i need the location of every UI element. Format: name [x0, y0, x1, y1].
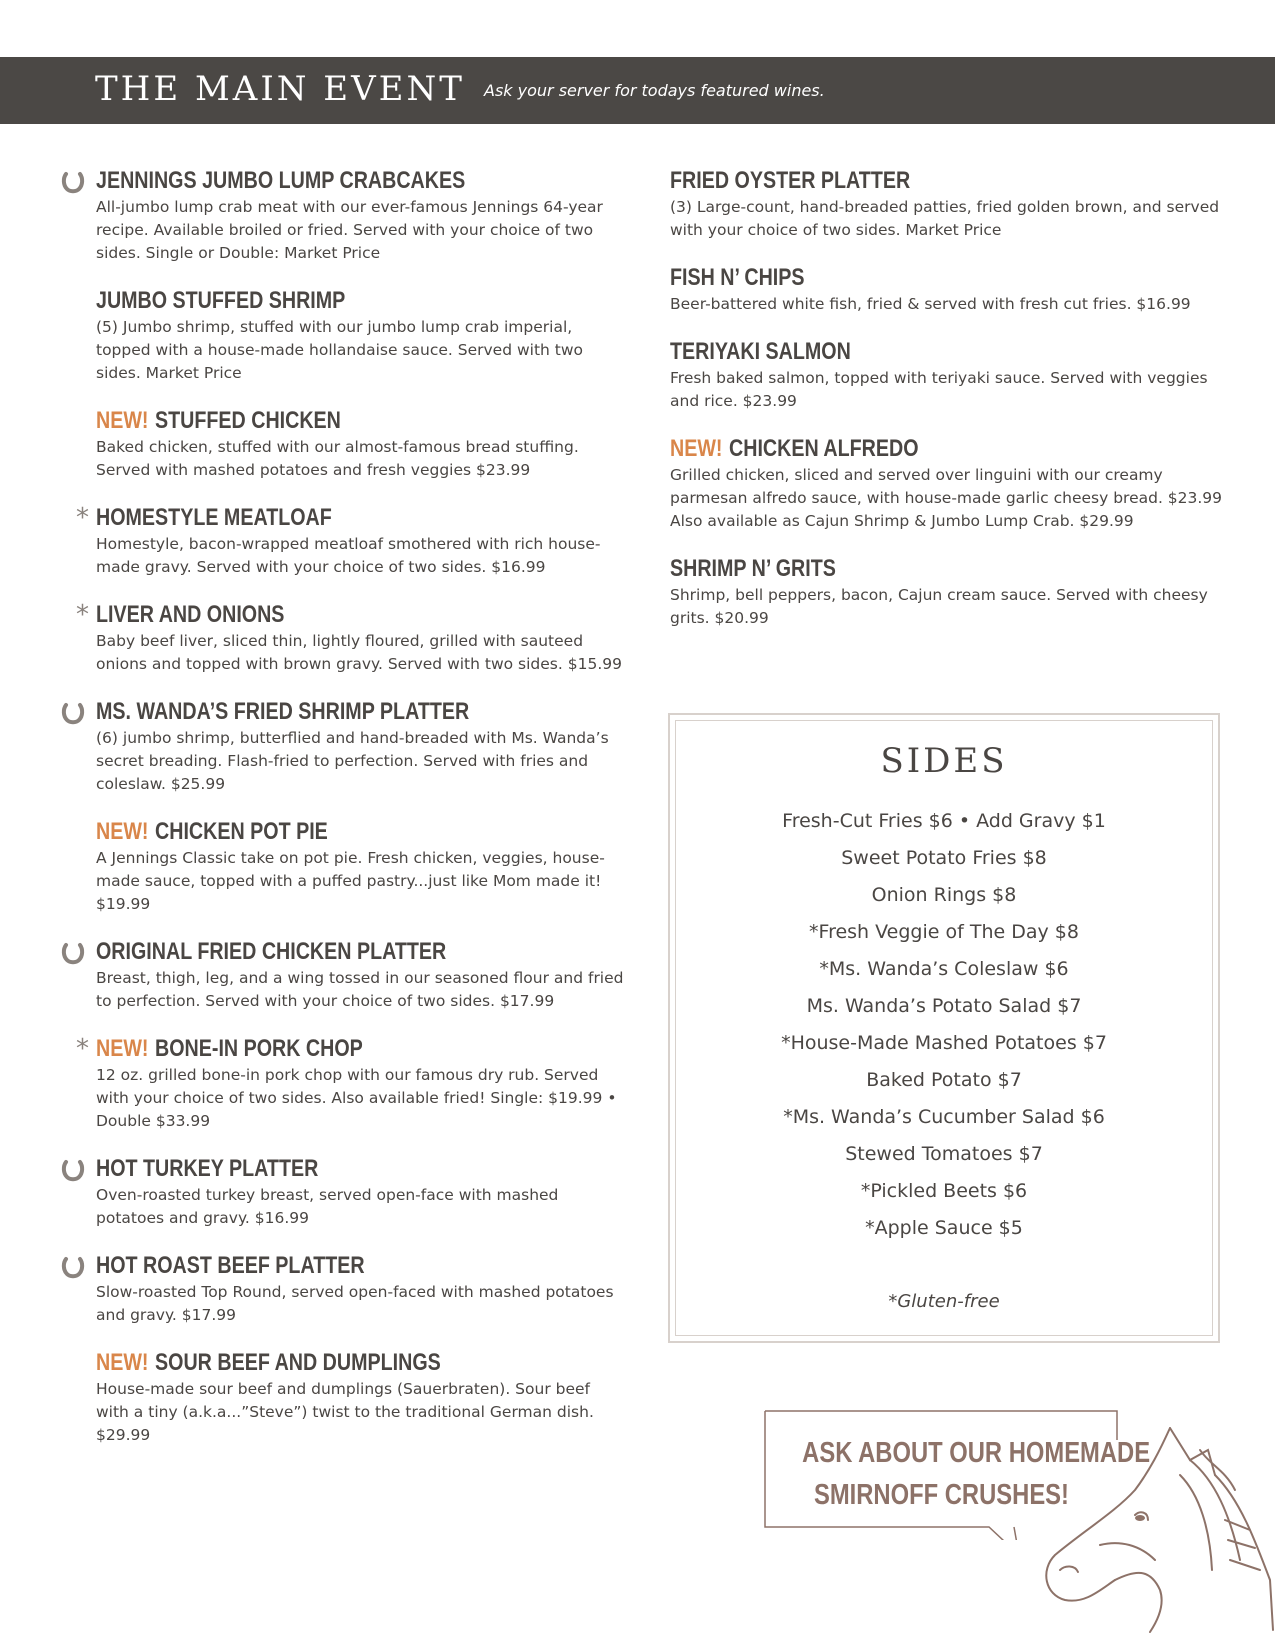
header-banner — [0, 57, 1275, 124]
item-description: Baby beef liver, sliced thin, lightly floured, grilled with sauteed onions and topped with brown gravy. Served with two sides. $15.99 — [96, 632, 622, 673]
wine-note: Ask your server for todays featured wines. — [484, 81, 825, 100]
menu-item — [670, 166, 1230, 242]
side-item: Sweet Potato Fries $8 — [841, 847, 1047, 869]
item-name: HOT ROAST BEEF PLATTER — [96, 1252, 365, 1279]
item-title — [96, 937, 558, 967]
menu-item — [60, 406, 660, 482]
item-name: HOMESTYLE MEATLOAF — [96, 504, 332, 531]
gluten-free-star-icon: * — [76, 600, 89, 630]
item-title — [96, 697, 558, 727]
new-badge: NEW! — [670, 435, 723, 462]
horseshoe-icon — [60, 168, 86, 194]
new-badge: NEW! — [96, 818, 149, 845]
new-badge: NEW! — [96, 1349, 149, 1376]
menu-item — [60, 937, 660, 1013]
menu-item — [60, 166, 660, 265]
item-name: CHICKEN ALFREDO — [729, 435, 919, 462]
item-description: Oven-roasted turkey breast, served open-face with mashed potatoes and gravy. $16.99 — [96, 1186, 559, 1227]
horseshoe-icon — [60, 1253, 86, 1279]
menu-item — [60, 697, 660, 796]
item-title — [96, 1251, 558, 1281]
side-item: *House-Made Mashed Potatoes $7 — [781, 1032, 1107, 1054]
item-name: BONE-IN PORK CHOP — [155, 1035, 363, 1062]
item-name: FISH N’ CHIPS — [670, 264, 805, 291]
item-description: Fresh baked salmon, topped with teriyaki sauce. Served with veggies and rice. $23.99 — [670, 369, 1208, 410]
gluten-free-note: *Gluten-free — [888, 1291, 1000, 1312]
menu-item — [670, 337, 1230, 413]
menu-item — [670, 554, 1230, 630]
item-title — [96, 1348, 558, 1378]
item-title — [96, 166, 558, 196]
item-title — [670, 166, 1129, 196]
item-title — [670, 554, 1129, 584]
item-description: All-jumbo lump crab meat with our ever-famous Jennings 64-year recipe. Available broiled or fried. Served with your choice of two sides. Single or Double: Market Price — [96, 198, 603, 262]
item-name: CHICKEN POT PIE — [155, 818, 328, 845]
gluten-free-star-icon: * — [76, 503, 89, 533]
item-title — [96, 817, 558, 847]
item-name: JENNINGS JUMBO LUMP CRABCAKES — [96, 167, 466, 194]
item-name: LIVER AND ONIONS — [96, 601, 285, 628]
item-description: House-made sour beef and dumplings (Sauerbraten). Sour beef with a tiny (a.k.a...”Steve”) twist to the traditional German dish. $29.99 — [96, 1380, 594, 1444]
sides-title: SIDES — [880, 741, 1008, 781]
menu-item — [60, 1154, 660, 1230]
side-item: Fresh-Cut Fries $6 • Add Gravy $1 — [782, 810, 1106, 832]
promo-line-2: SMIRNOFF CRUSHES! — [813, 1479, 1069, 1511]
horseshoe-icon — [60, 939, 86, 965]
item-title — [670, 263, 1129, 293]
item-description: A Jennings Classic take on pot pie. Fresh chicken, veggies, house-made sauce, topped with a puffed pastry...just like Mom made it! $19.99 — [96, 849, 605, 913]
sides-box — [668, 713, 1220, 1343]
item-title — [670, 434, 1129, 464]
menu-item — [60, 600, 660, 676]
left-menu-column — [60, 166, 660, 1468]
side-item: *Apple Sauce $5 — [865, 1217, 1023, 1239]
new-badge: NEW! — [96, 1035, 149, 1062]
menu-item — [60, 1348, 660, 1447]
promo-line-1: ASK ABOUT OUR HOMEMADE — [802, 1437, 1151, 1469]
item-description: Beer-battered white fish, fried & served with fresh cut fries. $16.99 — [670, 295, 1191, 313]
item-name: TERIYAKI SALMON — [670, 338, 851, 365]
item-description: Grilled chicken, sliced and served over linguini with our creamy parmesan alfredo sauce, with house-made garlic cheesy bread. $23.99 Also available as Cajun Shrimp & Jumbo Lump Crab. $29.99 — [670, 466, 1223, 530]
item-title — [96, 286, 558, 316]
menu-item — [60, 503, 660, 579]
item-name: HOT TURKEY PLATTER — [96, 1155, 319, 1182]
side-item: Stewed Tomatoes $7 — [845, 1143, 1043, 1165]
horse-head-icon — [1040, 1420, 1275, 1635]
side-item: Ms. Wanda’s Potato Salad $7 — [806, 995, 1082, 1017]
menu-item — [670, 434, 1230, 533]
menu-item — [670, 263, 1230, 316]
item-description: Slow-roasted Top Round, served open-faced with mashed potatoes and gravy. $17.99 — [96, 1283, 614, 1324]
menu-item — [60, 817, 660, 916]
side-item: *Ms. Wanda’s Coleslaw $6 — [819, 958, 1069, 980]
item-description: Breast, thigh, leg, and a wing tossed in our seasoned flour and fried to perfection. Served with your choice of two sides. $17.99 — [96, 969, 624, 1010]
item-description: Shrimp, bell peppers, bacon, Cajun cream sauce. Served with cheesy grits. $20.99 — [670, 586, 1208, 627]
item-name: STUFFED CHICKEN — [155, 407, 341, 434]
item-title — [96, 600, 558, 630]
menu-item — [60, 286, 660, 385]
item-name: JUMBO STUFFED SHRIMP — [96, 287, 346, 314]
menu-item — [60, 1251, 660, 1327]
horseshoe-icon — [60, 1156, 86, 1182]
side-item: *Pickled Beets $6 — [860, 1180, 1028, 1202]
menu-item — [60, 1034, 660, 1133]
item-description: Baked chicken, stuffed with our almost-famous bread stuffing. Served with mashed potatoes and fresh veggies $23.99 — [96, 438, 579, 479]
side-item: *Fresh Veggie of The Day $8 — [809, 921, 1079, 943]
item-title — [96, 406, 558, 436]
item-description: 12 oz. grilled bone-in pork chop with our famous dry rub. Served with your choice of two sides. Also available fried! Single: $19.99 • Double $33.99 — [96, 1066, 617, 1130]
item-title — [670, 337, 1129, 367]
new-badge: NEW! — [96, 407, 149, 434]
side-item: Onion Rings $8 — [871, 884, 1017, 906]
page-title: THE MAIN EVENT — [95, 69, 465, 109]
side-item: *Ms. Wanda’s Cucumber Salad $6 — [783, 1106, 1105, 1128]
item-description: (5) Jumbo shrimp, stuffed with our jumbo lump crab imperial, topped with a house-made hollandaise sauce. Served with two sides. Market Price — [96, 318, 584, 382]
item-description: (6) jumbo shrimp, butterflied and hand-breaded with Ms. Wanda’s secret breading. Flash-fried to perfection. Served with fries and coleslaw. $25.99 — [96, 729, 609, 793]
item-name: SHRIMP N’ GRITS — [670, 555, 836, 582]
item-name: ORIGINAL FRIED CHICKEN PLATTER — [96, 938, 447, 965]
item-title — [96, 1154, 558, 1184]
sides-list — [670, 803, 1218, 1247]
horseshoe-icon — [60, 699, 86, 725]
item-name: MS. WANDA’S FRIED SHRIMP PLATTER — [96, 698, 470, 725]
right-menu-column — [670, 166, 1230, 651]
item-name: FRIED OYSTER PLATTER — [670, 167, 911, 194]
item-description: (3) Large-count, hand-breaded patties, fried golden brown, and served with your choice of two sides. Market Price — [670, 198, 1220, 239]
item-description: Homestyle, bacon-wrapped meatloaf smothered with rich house-made gravy. Served with your choice of two sides. $16.99 — [96, 535, 601, 576]
gluten-free-star-icon: * — [76, 1034, 89, 1064]
item-title — [96, 1034, 558, 1064]
item-title — [96, 503, 558, 533]
item-name: SOUR BEEF AND DUMPLINGS — [155, 1349, 441, 1376]
side-item: Baked Potato $7 — [866, 1069, 1022, 1091]
